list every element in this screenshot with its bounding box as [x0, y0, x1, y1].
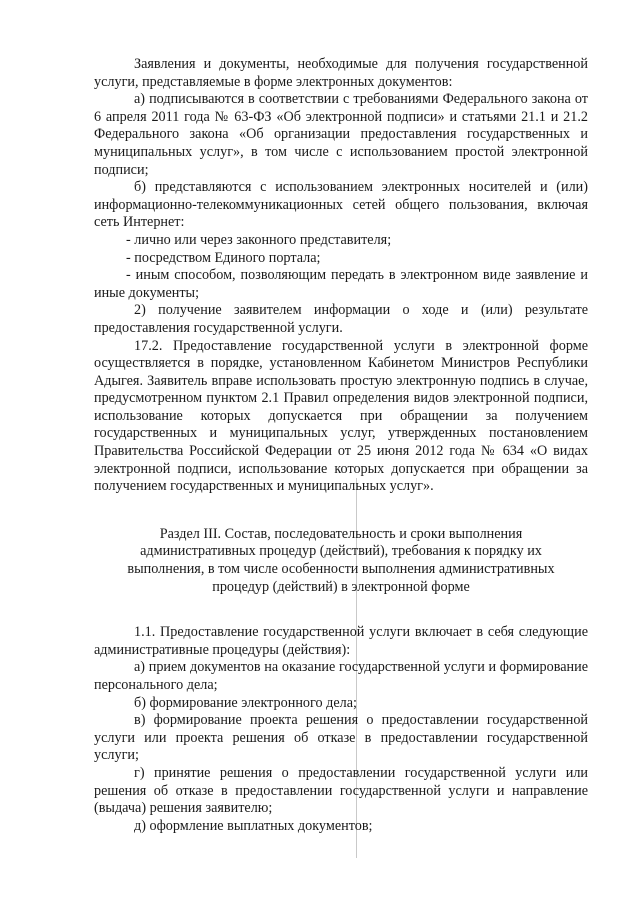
paragraph: 2) получение заявителем информации о ходе и (или) результате предоставления государственной услуги.: [94, 302, 588, 336]
list-item: - лично или через законного представителя;: [126, 231, 392, 248]
paragraph: б) представляются с использованием электронных носителей и (или) информационно-телекоммуникационных сетей общего пользования, включая сеть Интернет:: [94, 179, 588, 231]
list-item: д) оформление выплатных документов;: [134, 817, 373, 834]
section-heading: Раздел III. Состав, последовательность и сроки выполнения административных процедур (действий), требования к порядку их выполнения, в том числе особенности выполнения административных процедур (действий) в электронной форме: [127, 525, 555, 595]
list-item: - посредством Единого портала;: [126, 249, 321, 266]
list-item: а) прием документов на оказание государственной услуги и формирование персонального дела;: [94, 659, 588, 693]
paragraph: 17.2. Предоставление государственной услуги в электронной форме осуществляется в порядке, установленном Кабинетом Министров Республики Адыгея. Заявитель вправе использовать простую электронную подпись в случае, предусмотренном пунктом 2.1 Правил определения видов электронной подписи, использование которых допускается при обращении за получением государственных и муниципальных услуг, утвержденных постановлением Правительства Российской Федерации от 25 июня 2012 года № 634 «О видах электронной подписи, использование которых допускается при обращении за получением государственных и муниципальных услуг».: [94, 337, 588, 495]
list-item: г) принятие решения о предоставлении государственной услуги или решения об отказе в предоставлении государственной услуги и направление (выдача) решения заявителю;: [94, 764, 588, 817]
list-item: - иным способом, позволяющим передать в электронном виде заявление и иные документы;: [94, 267, 588, 301]
paragraph: а) подписываются в соответствии с требованиями Федерального закона от 6 апреля 2011 года № 63-ФЗ «Об электронной подписи» и статьями 21.1 и 21.2 Федерального закона «Об организации предоставления государственных и муниципальных услуг», в том числе с использованием простой электронной подписи;: [94, 91, 588, 178]
paragraph: Заявления и документы, необходимые для получения государственной услуги, представляемые в форме электронных документов:: [94, 56, 588, 90]
list-item: б) формирование электронного дела;: [134, 694, 357, 711]
paragraph: 1.1. Предоставление государственной услуги включает в себя следующие административные процедуры (действия):: [94, 624, 588, 658]
list-item: в) формирование проекта решения о предоставлении государственной услуги или проекта решения об отказе в предоставлении государственной услуги;: [94, 712, 588, 764]
document-page: [94, 56, 588, 835]
